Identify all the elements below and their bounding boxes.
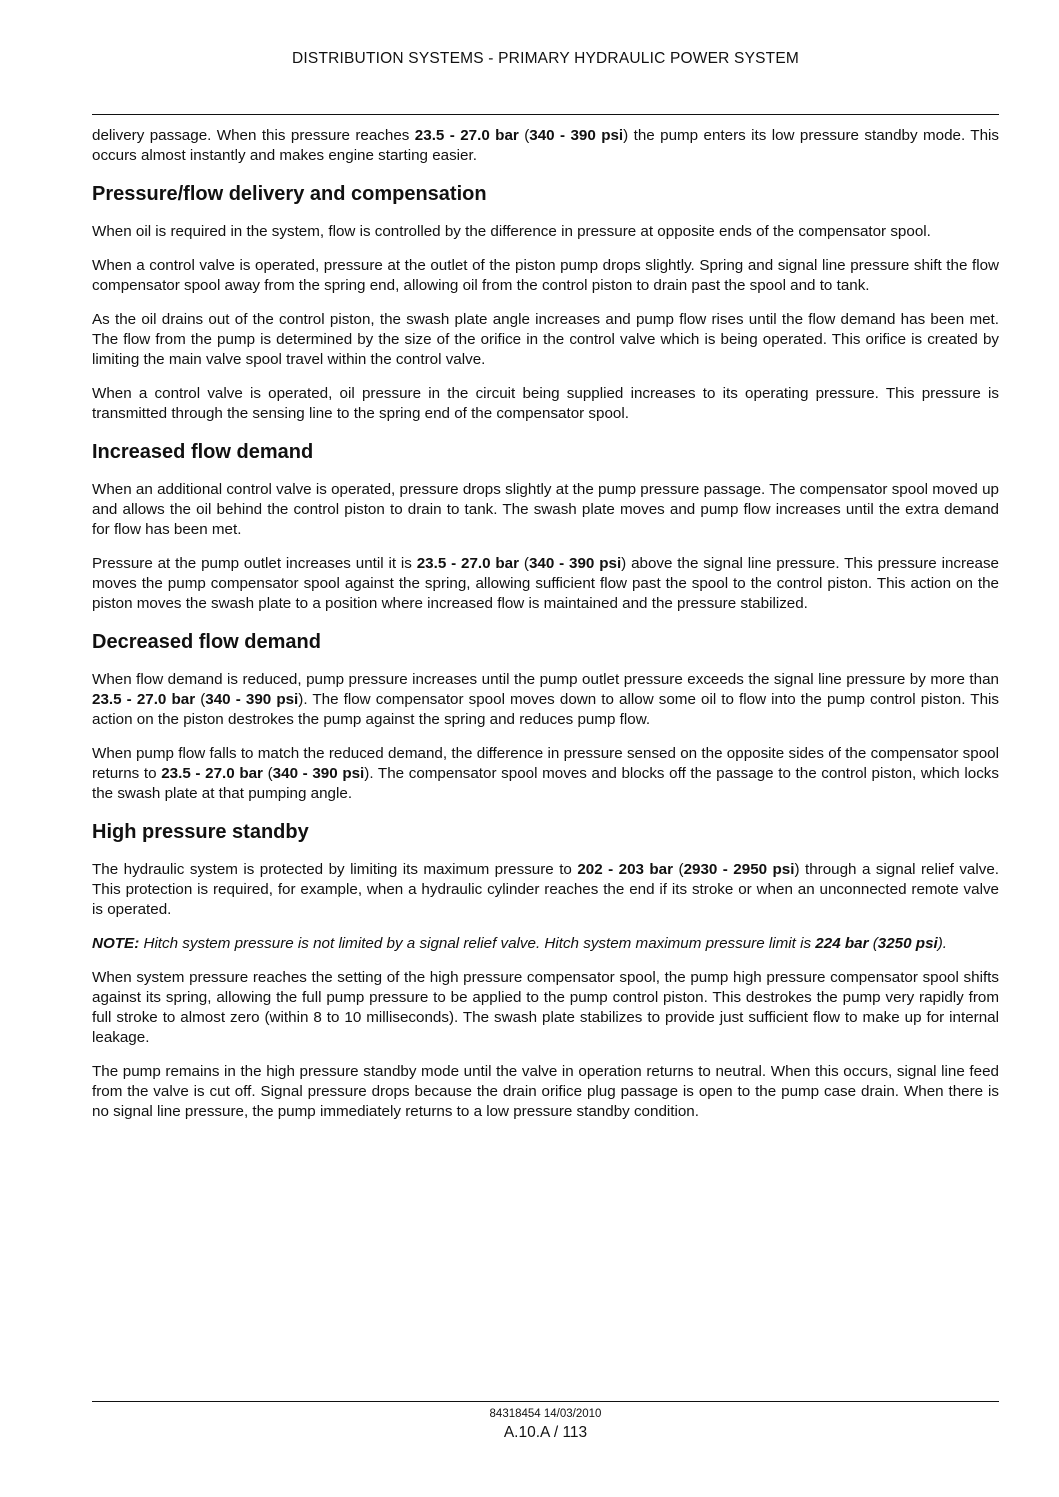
text-run: ). <box>937 935 948 952</box>
page-reference: A.10.A / 113 <box>503 1424 588 1441</box>
emphasis-value: 340 - 390 psi <box>528 555 622 572</box>
paragraph <box>92 480 999 540</box>
text-run: ). The compensator spool moves and blocks off the passage to the control piston, which locks the swash plate at that pumping angle. <box>92 765 999 802</box>
paragraph <box>92 744 999 804</box>
footer-divider <box>92 1401 999 1402</box>
paragraph <box>92 384 999 424</box>
header-divider <box>92 114 999 115</box>
paragraph <box>92 554 999 614</box>
text-run: delivery passage. When this pressure reaches <box>92 127 415 144</box>
paragraph <box>92 670 999 730</box>
emphasis-value: 3250 psi <box>877 935 938 952</box>
note-paragraph <box>92 934 999 954</box>
text-run: When flow demand is reduced, pump pressure increases until the pump outlet pressure exceeds the signal line pressure by more than <box>92 671 999 688</box>
paragraph <box>92 860 999 920</box>
emphasis-value: 2930 - 2950 psi <box>683 861 795 878</box>
text-run: ( <box>519 555 529 572</box>
text-run: When oil is required in the system, flow is controlled by the difference in pressure at opposite ends of the compensator spool. <box>92 223 931 240</box>
text-run: The hydraulic system is protected by limiting its maximum pressure to <box>92 861 578 878</box>
paragraph <box>92 310 999 370</box>
page-header: DISTRIBUTION SYSTEMS - PRIMARY HYDRAULIC POWER SYSTEM <box>292 50 799 67</box>
text-run: When an additional control valve is operated, pressure drops slightly at the pump pressure passage. The compensator spool moved up and allows the oil behind the control piston to drain to tank. The swash plate moves and pump flow increases until the extra demand for flow has been met. <box>92 481 999 538</box>
text-run: ) the pump enters its low pressure standby mode. This occurs almost instantly and makes engine starting easier. <box>92 127 999 164</box>
document-body <box>92 126 999 1136</box>
text-run: The pump remains in the high pressure standby mode until the valve in operation returns to neutral. When this occurs, signal line feed from the valve is cut off. Signal pressure drops because the drain orifice plug passage is open to the pump case drain. When there is no signal line pressure, the pump immediately returns to a low pressure standby condition. <box>92 1063 999 1120</box>
text-run: ). The flow compensator spool moves down to allow some oil to flow into the pump control piston. This action on the piston destrokes the pump against the spring and reduces pump flow. <box>92 691 999 728</box>
emphasis-value: 340 - 390 psi <box>272 765 365 782</box>
emphasis-value: 23.5 - 27.0 bar <box>414 127 519 144</box>
emphasis-value: 23.5 - 27.0 bar <box>92 691 196 708</box>
text-run: When a control valve is operated, pressure at the outlet of the piston pump drops slightly. Spring and signal line pressure shift the flow compensator spool away from the spring end, allowing oil from the control piston to drain past the spool and to tank. <box>92 257 999 294</box>
section-heading: Pressure/flow delivery and compensation <box>92 183 487 205</box>
text-run: As the oil drains out of the control piston, the swash plate angle increases and pump flow rises until the flow demand has been met. The flow from the pump is determined by the size of the orifice in the control valve which is being operated. This orifice is created by limiting the main valve spool travel within the control valve. <box>92 311 999 368</box>
text-run: ( <box>518 127 530 144</box>
text-run: ) above the signal line pressure. This pressure increase moves the pump compensator spool against the spring, allowing sufficient flow past the spool to the control piston. This action on the piston moves the swash plate to a position where increased flow is maintained and the pressure stabilized. <box>92 555 1000 612</box>
paragraph <box>92 968 999 1048</box>
text-run: When a control valve is operated, oil pressure in the circuit being supplied increases to its operating pressure. This pressure is transmitted through the sensing line to the spring end of the compensator spool. <box>92 385 999 422</box>
emphasis-value: 23.5 - 27.0 bar <box>416 555 520 572</box>
text-run: Hitch system pressure is not limited by a signal relief valve. Hitch system maximum pressure limit is <box>139 935 816 952</box>
text-run: ( <box>868 935 878 952</box>
emphasis-value: 202 - 203 bar <box>577 861 674 878</box>
section-heading: Increased flow demand <box>92 441 314 463</box>
document-code: 84318454 14/03/2010 <box>489 1408 602 1420</box>
section-heading: Decreased flow demand <box>92 631 321 653</box>
text-run: ( <box>673 861 684 878</box>
paragraph <box>92 1062 999 1122</box>
paragraph <box>92 222 999 242</box>
emphasis-value: 224 bar <box>815 935 869 952</box>
emphasis-value: 340 - 390 psi <box>205 691 299 708</box>
text-run: When pump flow falls to match the reduced demand, the difference in pressure sensed on the opposite sides of the compensator spool returns to <box>92 745 999 782</box>
emphasis-value: 340 - 390 psi <box>529 127 624 144</box>
emphasis-value: 23.5 - 27.0 bar <box>161 765 263 782</box>
text-run: ) through a signal relief valve. This protection is required, for example, when a hydraulic cylinder reaches the end if its stroke or when an unconnected remote valve is operated. <box>92 861 1000 918</box>
section-heading: High pressure standby <box>92 821 309 843</box>
emphasis-value: NOTE: <box>92 935 140 952</box>
text-run: ( <box>262 765 273 782</box>
text-run: When system pressure reaches the setting of the high pressure compensator spool, the pump high pressure compensator spool shifts against its spring, allowing the full pump pressure to be applied to the pump control piston. This destrokes the pump very rapidly from full stroke to almost zero (within 8 to 10 milliseconds). The swash plate stabilizes to provide just sufficient flow to make up for internal leakage. <box>92 969 999 1046</box>
paragraph <box>92 256 999 296</box>
text-run: ( <box>195 691 206 708</box>
text-run: Pressure at the pump outlet increases until it is <box>92 555 417 572</box>
paragraph <box>92 126 999 166</box>
